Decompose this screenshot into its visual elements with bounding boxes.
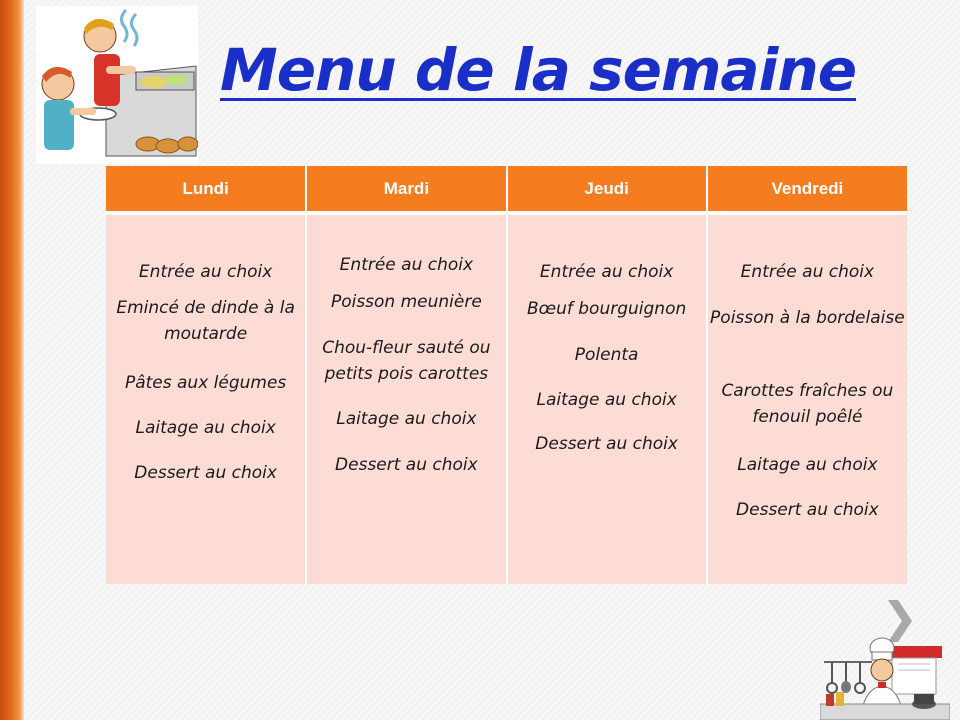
menu-item: Laitage au choix: [737, 455, 878, 475]
day-column-lundi: [106, 213, 306, 584]
menu-item: Entrée au choix: [339, 255, 474, 275]
menu-item: Laitage au choix: [536, 390, 677, 410]
menu-body-row: [106, 213, 907, 584]
menu-item: Dessert au choix: [134, 463, 277, 483]
day-column-vendredi: [707, 213, 907, 584]
weekly-menu-table: [106, 166, 907, 584]
menu-item: Emincé de dinde à la moutarde: [116, 298, 295, 344]
menu-item: Polenta: [574, 345, 639, 365]
day-header-vendredi: Vendredi: [707, 166, 907, 213]
menu-item: Chou-fleur sauté ou petits pois carottes: [322, 338, 491, 384]
menu-item: Dessert au choix: [535, 434, 678, 454]
menu-item: Entrée au choix: [539, 262, 674, 282]
chef-kitchen-icon: [820, 628, 950, 720]
menu-item: Poisson à la bordelaise: [710, 308, 905, 328]
menu-item: Poisson meunière: [330, 292, 482, 312]
menu-item: Dessert au choix: [736, 500, 879, 520]
menu-item: Dessert au choix: [335, 455, 478, 475]
menu-item: Entrée au choix: [740, 262, 875, 282]
day-header-mardi: Mardi: [306, 166, 506, 213]
menu-item: Pâtes aux légumes: [124, 373, 287, 393]
menu-item: Carottes fraîches ou fenouil poêlé: [721, 381, 894, 427]
menu-item: Laitage au choix: [135, 418, 276, 438]
cafeteria-serving-icon: [36, 6, 198, 164]
day-header-jeudi: Jeudi: [507, 166, 707, 213]
menu-item: Laitage au choix: [336, 409, 477, 429]
side-accent-stripe: [0, 0, 24, 720]
page-title: Menu de la semaine: [220, 36, 857, 104]
menu-item: Entrée au choix: [138, 262, 273, 282]
day-header-lundi: Lundi: [106, 166, 306, 213]
day-column-jeudi: [507, 213, 707, 584]
day-column-mardi: [306, 213, 506, 584]
menu-item: Bœuf bourguignon: [526, 299, 687, 319]
menu-header-row: [106, 166, 907, 213]
